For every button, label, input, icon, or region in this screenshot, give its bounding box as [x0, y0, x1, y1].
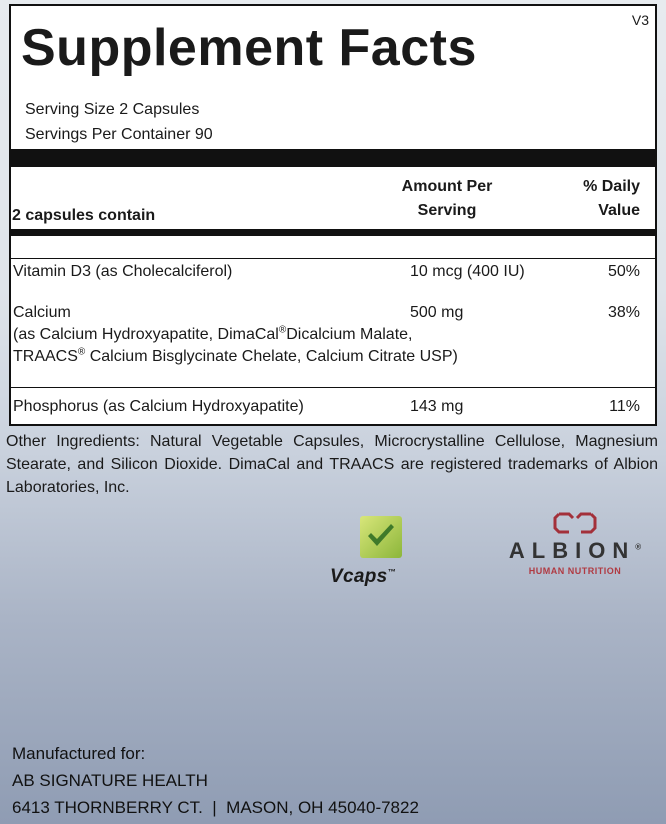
nutrient-detail [13, 324, 458, 346]
column-header-amount [372, 175, 522, 223]
nutrient-dv: 11% [609, 398, 640, 415]
column-header-dv-line1: % Daily [583, 178, 640, 195]
other-ingredients: Other Ingredients: Natural Vegetable Capsules, Microcrystalline Cellulose, Magnesium Stearate, and Silicon Dioxide. DimaCal and TRAACS are registered trademarks of Albion Laboratories, Inc. [6, 433, 658, 496]
manufacturer-name: AB SIGNATURE HEALTH [12, 771, 208, 790]
column-header-amount-line2: Serving [417, 202, 477, 219]
nutrient-detail [13, 346, 458, 368]
registered-mark: ® [77, 346, 86, 358]
panel-title: Supplement Facts [21, 19, 477, 77]
column-header-contains: 2 capsules contain [12, 207, 156, 224]
servings-per-container: Servings Per Container 90 [25, 126, 213, 143]
manufacturer-address: 6413 THORNBERRY CT. | MASON, OH 45040-7822 [12, 798, 419, 817]
nutrient-detail-part: Calcium Bisglycinate Chelate, Calcium Citrate USP) [85, 348, 458, 365]
nutrient-dv: 38% [607, 304, 640, 321]
vcaps-logo [328, 516, 428, 586]
nutrient-name: Calcium [13, 304, 71, 321]
albion-subtitle: HUMAN NUTRITION [528, 566, 622, 576]
albion-logo [505, 512, 645, 592]
manufacturer-line: Manufactured for: [12, 744, 146, 763]
column-header-dv-line2: Value [598, 202, 640, 219]
vcaps-text: Vcaps [330, 566, 388, 587]
nutrient-detail-part: Dicalcium Malate, [286, 326, 413, 343]
row-divider [10, 387, 656, 388]
serving-size: Serving Size 2 Capsules [25, 101, 200, 118]
registered-mark: ® [278, 324, 287, 336]
nutrient-amount: 10 mcg (400 IU) [410, 263, 525, 280]
manufacturer-info [12, 740, 419, 821]
nutrient-amount: 500 mg [410, 304, 464, 321]
version-label: V3 [631, 12, 649, 28]
albion-name: ALBION [508, 538, 636, 563]
nutrient-amount: 143 mg [410, 398, 464, 415]
nutrient-name: Vitamin D3 (as Cholecalciferol) [13, 263, 233, 280]
divider-thick-top [10, 149, 656, 167]
nutrient-detail-part: (as Calcium Hydroxyapatite, DimaCal [13, 326, 279, 343]
nutrient-name: Phosphorus (as Calcium Hydroxyapatite) [13, 398, 304, 415]
albion-reg: ® [635, 542, 642, 552]
nutrient-detail-part: TRAACS [13, 348, 78, 365]
column-header-daily-value [560, 175, 640, 223]
albion-wordmark [505, 538, 645, 564]
vcaps-wordmark [330, 566, 396, 588]
divider-thick-header [10, 229, 656, 236]
nutrient-name-block [13, 302, 458, 368]
nutrient-dv: 50% [607, 263, 640, 280]
column-header-amount-line1: Amount Per [401, 178, 493, 195]
row-divider [10, 258, 656, 259]
albion-mark-icon [553, 512, 597, 534]
vcaps-tm: ™ [387, 567, 396, 577]
vcaps-check-icon [360, 516, 402, 558]
